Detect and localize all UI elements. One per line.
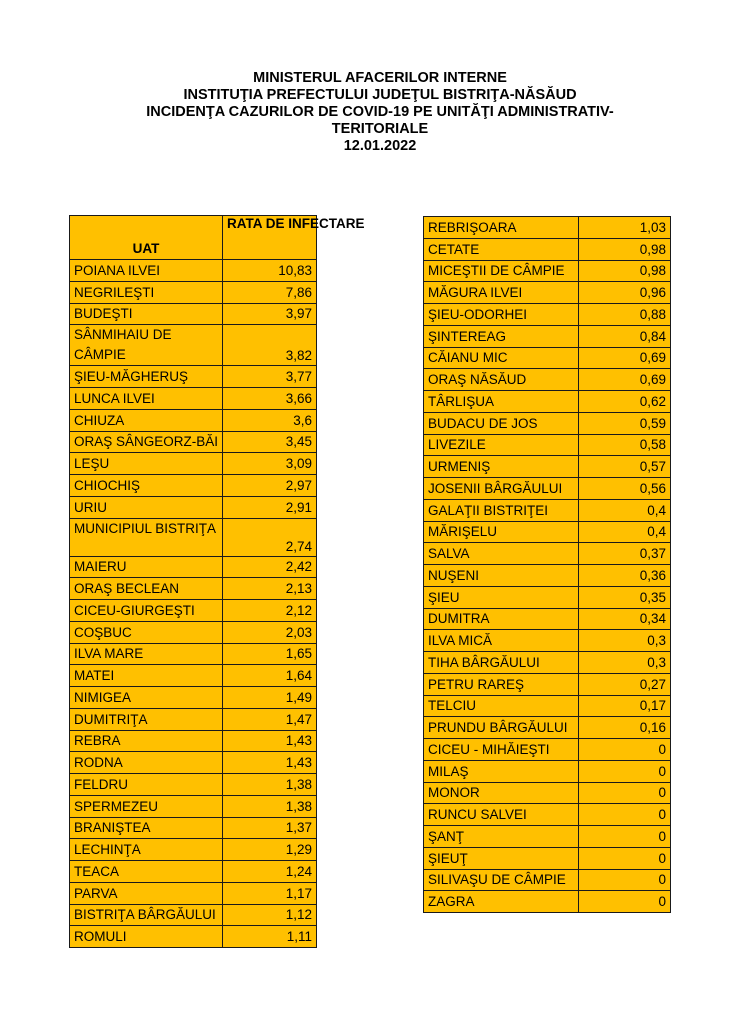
table-row [70, 795, 317, 817]
infection-rate-cell: 0 [579, 782, 671, 804]
uat-name-cell: RODNA [70, 752, 223, 774]
column-header-rate: RATA DE INFECTARE [223, 216, 317, 260]
infection-rate-cell: 2,97 [223, 475, 317, 497]
infection-rate-cell: 2,91 [223, 496, 317, 518]
uat-name-cell: JOSENII BÂRGĂULUI [424, 478, 579, 500]
table-row [424, 608, 671, 630]
uat-name-cell: URMENIŞ [424, 456, 579, 478]
uat-name-cell: MUNICIPIUL BISTRIŢA [70, 518, 223, 556]
infection-rate-cell: 1,38 [223, 795, 317, 817]
uat-name-cell: TEACA [70, 861, 223, 883]
infection-rate-cell: 0,57 [579, 456, 671, 478]
header-title-cont: TERITORIALE [331, 121, 429, 137]
column-header-uat: UAT [70, 216, 223, 260]
table-row [70, 665, 317, 687]
uat-name-cell: SÂNMIHAIU DE CÂMPIE [70, 325, 223, 366]
uat-name-cell: BUDACU DE JOS [424, 412, 579, 434]
infection-rate-cell: 0,16 [579, 717, 671, 739]
uat-name-cell: RUNCU SALVEI [424, 804, 579, 826]
uat-name-cell: ŞINTEREAG [424, 325, 579, 347]
infection-rate-cell: 2,12 [223, 600, 317, 622]
infection-rate-cell: 3,97 [223, 303, 317, 325]
table-row [70, 556, 317, 578]
table-row [424, 434, 671, 456]
infection-rate-cell: 0 [579, 891, 671, 913]
uat-name-cell: LUNCA ILVEI [70, 388, 223, 410]
infection-rate-cell: 3,6 [223, 409, 317, 431]
uat-name-cell: DUMITRA [424, 608, 579, 630]
uat-name-cell: ORAŞ NĂSĂUD [424, 369, 579, 391]
table-row [70, 926, 317, 948]
uat-name-cell: CICEU - MIHĂIEŞTI [424, 739, 579, 761]
infection-rate-cell: 0 [579, 760, 671, 782]
uat-name-cell: CICEU-GIURGEŞTI [70, 600, 223, 622]
uat-name-cell: ZAGRA [424, 891, 579, 913]
incidence-table-right [423, 216, 671, 913]
table-row [70, 643, 317, 665]
table-row [424, 456, 671, 478]
uat-name-cell: CHIOCHIŞ [70, 475, 223, 497]
infection-rate-cell: 0,36 [579, 565, 671, 587]
uat-name-cell: ŞIEUŢ [424, 847, 579, 869]
uat-name-cell: SILIVAŞU DE CÂMPIE [424, 869, 579, 891]
uat-name-cell: TELCIU [424, 695, 579, 717]
infection-rate-cell: 0 [579, 739, 671, 761]
table-row [70, 708, 317, 730]
uat-name-cell: ŞANŢ [424, 826, 579, 848]
uat-name-cell: SPERMEZEU [70, 795, 223, 817]
table-row [424, 499, 671, 521]
uat-name-cell: CETATE [424, 238, 579, 260]
table-row [424, 369, 671, 391]
infection-rate-cell: 0,3 [579, 630, 671, 652]
infection-rate-cell: 0,88 [579, 304, 671, 326]
uat-name-cell: CHIUZA [70, 409, 223, 431]
table-row [70, 409, 317, 431]
infection-rate-cell: 0,35 [579, 586, 671, 608]
infection-rate-cell: 0,98 [579, 238, 671, 260]
uat-name-cell: NIMIGEA [70, 687, 223, 709]
infection-rate-cell: 0,34 [579, 608, 671, 630]
uat-name-cell: ILVA MARE [70, 643, 223, 665]
table-row [424, 869, 671, 891]
uat-name-cell: MATEI [70, 665, 223, 687]
uat-name-cell: NEGRILEŞTI [70, 281, 223, 303]
table-row [70, 621, 317, 643]
uat-name-cell: PARVA [70, 882, 223, 904]
header-date: 12.01.2022 [343, 138, 417, 154]
uat-name-cell: BRANIŞTEA [70, 817, 223, 839]
table-row [70, 475, 317, 497]
table-row [424, 412, 671, 434]
infection-rate-cell: 3,77 [223, 366, 317, 388]
document-header [100, 70, 660, 155]
uat-name-cell: GALAŢII BISTRIŢEI [424, 499, 579, 521]
table-row [424, 586, 671, 608]
header-institution: INSTITUŢIA PREFECTULUI JUDEŢUL BISTRIŢA-NĂSĂUD [183, 87, 577, 103]
infection-rate-cell: 10,83 [223, 260, 317, 282]
table-row [424, 804, 671, 826]
table-header-row [70, 216, 317, 260]
uat-name-cell: NUŞENI [424, 565, 579, 587]
table-row [70, 431, 317, 453]
table-row [424, 652, 671, 674]
uat-name-cell: POIANA ILVEI [70, 260, 223, 282]
table-row [70, 388, 317, 410]
table-row [424, 847, 671, 869]
infection-rate-cell: 3,45 [223, 431, 317, 453]
infection-rate-cell: 2,03 [223, 621, 317, 643]
uat-name-cell: MILAŞ [424, 760, 579, 782]
infection-rate-cell: 0 [579, 826, 671, 848]
table-row [70, 839, 317, 861]
infection-rate-cell: 0,4 [579, 499, 671, 521]
table-row [424, 260, 671, 282]
uat-name-cell: COŞBUC [70, 621, 223, 643]
uat-name-cell: ORAŞ BECLEAN [70, 578, 223, 600]
infection-rate-cell: 1,12 [223, 904, 317, 926]
table-row [424, 630, 671, 652]
uat-name-cell: PETRU RAREŞ [424, 673, 579, 695]
infection-rate-cell: 3,09 [223, 453, 317, 475]
infection-rate-cell: 0,69 [579, 347, 671, 369]
infection-rate-cell: 0 [579, 847, 671, 869]
infection-rate-cell: 1,03 [579, 217, 671, 239]
table-row [424, 325, 671, 347]
table-row [424, 891, 671, 913]
table-row [70, 260, 317, 282]
table-row [424, 543, 671, 565]
infection-rate-cell: 0,56 [579, 478, 671, 500]
uat-name-cell: ŞIEU-ODORHEI [424, 304, 579, 326]
uat-name-cell: SALVA [424, 543, 579, 565]
uat-name-cell: MĂRIŞELU [424, 521, 579, 543]
table-row [424, 673, 671, 695]
infection-rate-cell: 1,64 [223, 665, 317, 687]
table-row [70, 578, 317, 600]
table-row [70, 817, 317, 839]
infection-rate-cell: 0,27 [579, 673, 671, 695]
table-row [424, 478, 671, 500]
uat-name-cell: TIHA BÂRGĂULUI [424, 652, 579, 674]
table-row [70, 325, 317, 366]
table-row [70, 453, 317, 475]
infection-rate-cell: 1,47 [223, 708, 317, 730]
uat-name-cell: ORAŞ SÂNGEORZ-BĂI [70, 431, 223, 453]
table-row [70, 774, 317, 796]
uat-name-cell: ŞIEU [424, 586, 579, 608]
infection-rate-cell: 1,38 [223, 774, 317, 796]
table-row [424, 826, 671, 848]
infection-rate-cell: 1,43 [223, 730, 317, 752]
infection-rate-cell: 0,59 [579, 412, 671, 434]
infection-rate-cell: 2,42 [223, 556, 317, 578]
infection-rate-cell: 0,62 [579, 391, 671, 413]
infection-rate-cell: 2,13 [223, 578, 317, 600]
infection-rate-cell: 1,24 [223, 861, 317, 883]
table-row [424, 760, 671, 782]
infection-rate-cell: 0,17 [579, 695, 671, 717]
infection-rate-cell: 1,29 [223, 839, 317, 861]
uat-name-cell: LEŞU [70, 453, 223, 475]
table-row [70, 281, 317, 303]
uat-name-cell: MONOR [424, 782, 579, 804]
table-row [424, 217, 671, 239]
infection-rate-cell: 1,49 [223, 687, 317, 709]
uat-name-cell: ROMULI [70, 926, 223, 948]
uat-name-cell: MAIERU [70, 556, 223, 578]
uat-name-cell: BUDEŞTI [70, 303, 223, 325]
uat-name-cell: ŞIEU-MĂGHERUŞ [70, 366, 223, 388]
infection-rate-cell: 0,58 [579, 434, 671, 456]
uat-name-cell: FELDRU [70, 774, 223, 796]
infection-rate-cell: 1,37 [223, 817, 317, 839]
uat-name-cell: DUMITRIŢA [70, 708, 223, 730]
infection-rate-cell: 0,96 [579, 282, 671, 304]
infection-rate-cell: 1,17 [223, 882, 317, 904]
infection-rate-cell: 7,86 [223, 281, 317, 303]
uat-name-cell: REBRA [70, 730, 223, 752]
table-row [70, 882, 317, 904]
uat-name-cell: REBRIŞOARA [424, 217, 579, 239]
uat-name-cell: ILVA MICĂ [424, 630, 579, 652]
table-row [70, 861, 317, 883]
uat-name-cell: MICEŞTII DE CÂMPIE [424, 260, 579, 282]
table-row [424, 717, 671, 739]
infection-rate-cell: 0,3 [579, 652, 671, 674]
infection-rate-cell: 0,84 [579, 325, 671, 347]
uat-name-cell: URIU [70, 496, 223, 518]
infection-rate-cell: 0,4 [579, 521, 671, 543]
infection-rate-cell: 0 [579, 804, 671, 826]
uat-name-cell: PRUNDU BÂRGĂULUI [424, 717, 579, 739]
infection-rate-cell: 0,37 [579, 543, 671, 565]
infection-rate-cell: 0,69 [579, 369, 671, 391]
table-row [70, 687, 317, 709]
incidence-table-left [69, 215, 365, 948]
uat-name-cell: BISTRIŢA BÂRGĂULUI [70, 904, 223, 926]
table-row [70, 303, 317, 325]
table-row [424, 565, 671, 587]
table-row [70, 600, 317, 622]
header-ministry: MINISTERUL AFACERILOR INTERNE [253, 70, 507, 86]
table-row [424, 521, 671, 543]
table-row [424, 739, 671, 761]
table-row [424, 347, 671, 369]
uat-name-cell: MĂGURA ILVEI [424, 282, 579, 304]
infection-rate-cell: 1,65 [223, 643, 317, 665]
infection-rate-cell: 0,98 [579, 260, 671, 282]
uat-name-cell: LECHINŢA [70, 839, 223, 861]
infection-rate-cell: 0 [579, 869, 671, 891]
table-row [424, 695, 671, 717]
table-row [70, 904, 317, 926]
infection-rate-cell: 3,82 [223, 325, 317, 366]
table-row [424, 391, 671, 413]
infection-rate-cell: 1,11 [223, 926, 317, 948]
table-row [70, 518, 317, 556]
infection-rate-cell: 3,66 [223, 388, 317, 410]
uat-name-cell: TÂRLIŞUA [424, 391, 579, 413]
table-row [70, 496, 317, 518]
header-title: INCIDENŢA CAZURILOR DE COVID-19 PE UNITĂŢI ADMINISTRATIV- [146, 104, 614, 120]
table-row [424, 238, 671, 260]
table-row [70, 752, 317, 774]
table-row [70, 366, 317, 388]
table-row [424, 304, 671, 326]
table-row [424, 782, 671, 804]
uat-name-cell: CĂIANU MIC [424, 347, 579, 369]
infection-rate-cell: 1,43 [223, 752, 317, 774]
uat-name-cell: LIVEZILE [424, 434, 579, 456]
table-row [70, 730, 317, 752]
infection-rate-cell: 2,74 [223, 518, 317, 556]
table-row [424, 282, 671, 304]
